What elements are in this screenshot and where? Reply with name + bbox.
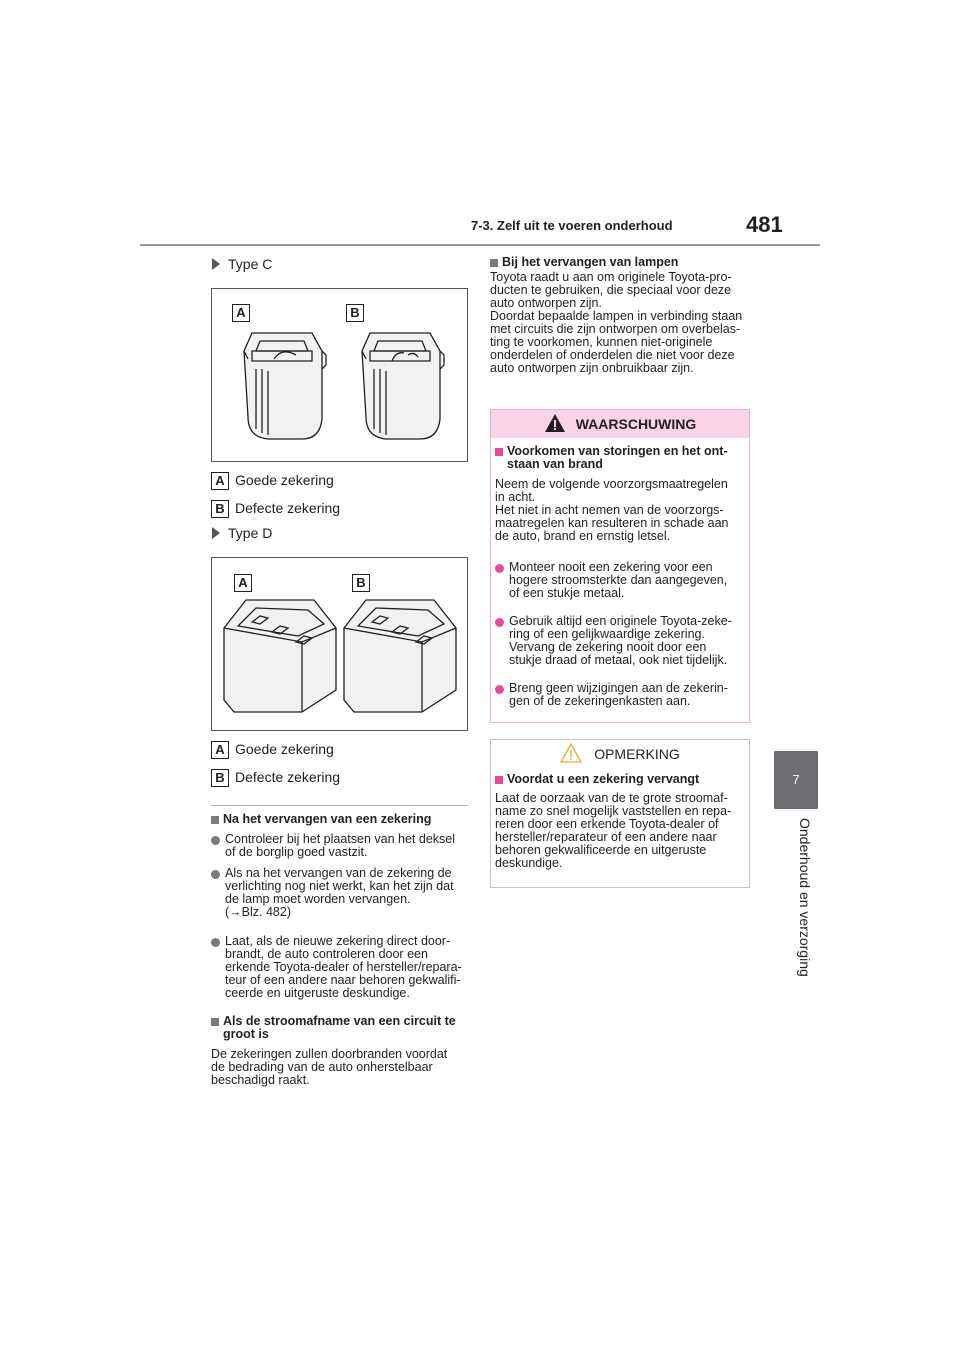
round-bullet-icon [211, 836, 220, 845]
legend-a-key: A [211, 741, 229, 759]
lamps-text: Toyota raadt u aan om originele Toyota-pro- ducten te gebruiken, die speciaal voor deze auto ontworpen zijn. Doordat bepaalde lampen in verbinding staan met circuits die zijn ontworpen om overbelas- ting te voorkomen, kunnen niet-originele onderdelen of onderdelen die niet voor deze auto ontworpen zijn onbruikbaar zijn. [490, 270, 743, 375]
after-replace-heading: Na het vervangen van een zekering [211, 813, 469, 826]
round-bullet-icon [495, 564, 504, 573]
type-d-label: Type D [212, 525, 272, 541]
warning-triangle-icon [544, 413, 566, 433]
fuse-figure-type-c [211, 288, 468, 462]
square-bullet-icon [211, 1018, 219, 1026]
fuse-figure-type-d [211, 557, 468, 731]
figure-label-b: B [352, 574, 370, 592]
round-bullet-icon [495, 685, 504, 694]
type-c-label: Type C [212, 256, 272, 272]
fuse-type-d-illustration [212, 558, 467, 730]
chapter-tab: 7 [774, 751, 818, 809]
list-item: Laat, als de nieuwe zekering direct door- brandt, de auto controleren door een erkende Toyota-dealer of hersteller/repara- teur of een andere naar behoren gekwalifi- ceerde en uitgeruste deskundige. [211, 935, 473, 1000]
overload-text: De zekeringen zullen doorbranden voordat de bedrading van de auto onherstelbaar beschadigd raakt. [211, 1047, 448, 1087]
warning-heading: Voorkomen van storingen en het ont- staan van brand [495, 445, 745, 471]
round-bullet-icon [211, 870, 220, 879]
round-bullet-icon [211, 938, 220, 947]
fuse-type-c-illustration [212, 289, 467, 461]
legend-a: A Goede zekering [211, 741, 334, 759]
triangle-bullet-icon [212, 258, 220, 270]
square-bullet-icon [495, 448, 503, 456]
list-item: Monteer nooit een zekering voor een hogere stroomsterkte dan aangegeven, of een stukje metaal. [495, 561, 745, 600]
legend-b-key: B [211, 500, 229, 518]
page-number: 481 [746, 212, 783, 237]
figure-label-a: A [232, 304, 250, 322]
header-rule [140, 244, 820, 246]
legend-b: B Defecte zekering [211, 769, 340, 787]
note-header: OPMERKING [491, 740, 749, 768]
overload-heading: Als de stroomafname van een circuit te groot is [211, 1015, 469, 1041]
list-item: Gebruik altijd een originele Toyota-zeke- ring of een gelijkwaardige zekering. Vervang de zekering nooit door een stukje draad of metaal, ook niet tijdelijk. [495, 615, 745, 667]
triangle-bullet-icon [212, 527, 220, 539]
chapter-title: Onderhoud en verzorging [797, 818, 813, 977]
lamps-heading: Bij het vervangen van lampen [490, 256, 752, 269]
note-text: Laat de oorzaak van de te grote stroomaf- name zo snel mogelijk vaststellen en repa- reren door een erkende Toyota-dealer of hersteller/reparateur of een andere naar behoren gekwalificeerde en uitgeruste deskundige. [495, 791, 732, 870]
legend-b: B Defecte zekering [211, 500, 340, 518]
list-item: Breng geen wijzigingen aan de zekerin- gen of de zekeringenkasten aan. [495, 682, 745, 708]
warning-intro: Neem de volgende voorzorgsmaatregelen in acht. Het niet in acht nemen van de voorzorgs- maatregelen kan resulteren in schade aan de auto, brand en ernstig letsel. [495, 477, 729, 543]
section-title: 7-3. Zelf uit te voeren onderhoud [471, 218, 673, 233]
legend-b-key: B [211, 769, 229, 787]
divider [211, 805, 468, 806]
warning-box [490, 409, 750, 723]
figure-label-a: A [234, 574, 252, 592]
list-item: Controleer bij het plaatsen van het deksel of de borglip goed vastzit. [211, 833, 469, 859]
round-bullet-icon [495, 618, 504, 627]
square-bullet-icon [490, 259, 498, 267]
list-item: Als na het vervangen van de zekering de verlichting nog niet werkt, kan het zijn dat de lamp moet worden vervangen. (→Blz. 482) [211, 867, 469, 919]
note-heading: Voordat u een zekering vervangt [495, 773, 745, 786]
caution-triangle-icon [560, 743, 582, 763]
square-bullet-icon [495, 776, 503, 784]
figure-label-b: B [346, 304, 364, 322]
note-box [490, 739, 750, 888]
square-bullet-icon [211, 816, 219, 824]
legend-a-key: A [211, 472, 229, 490]
legend-a: A Goede zekering [211, 472, 334, 490]
warning-header: WAARSCHUWING [491, 410, 749, 438]
